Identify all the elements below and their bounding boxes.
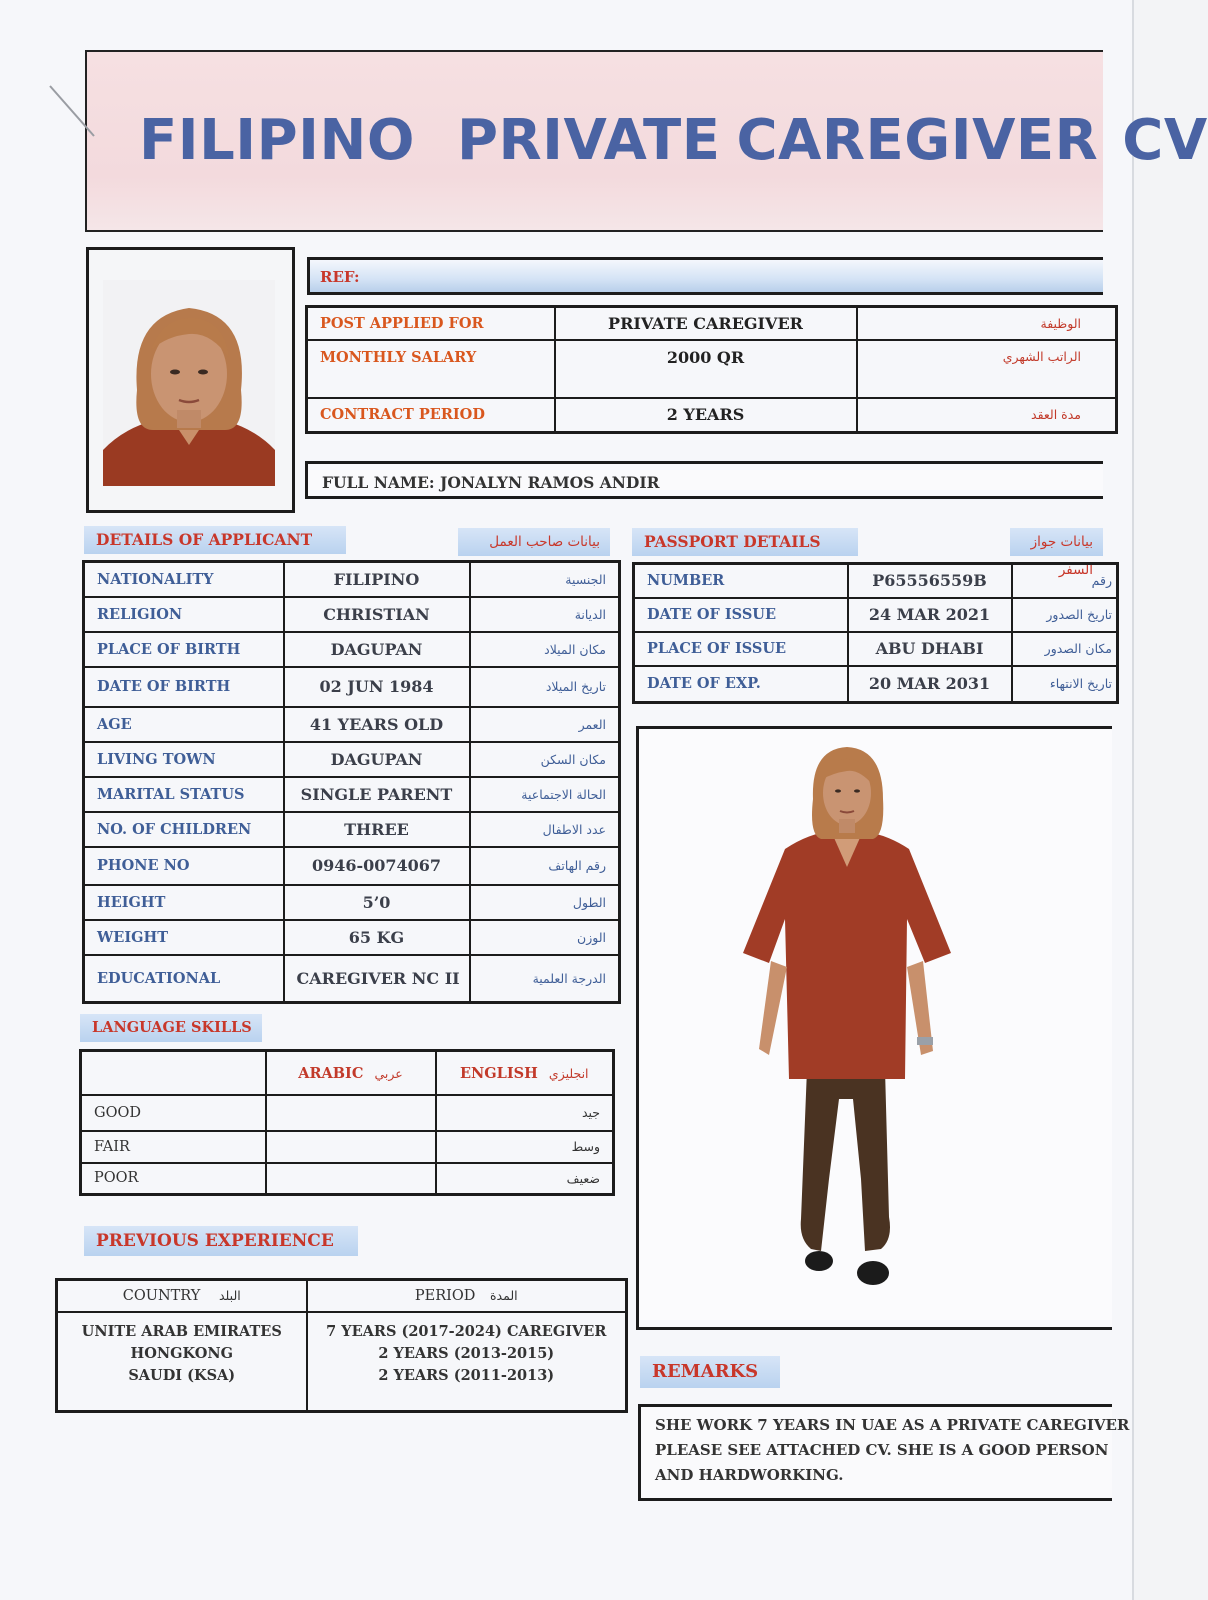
detail-ar: الحالة الاجتماعية	[470, 777, 620, 812]
passport-header-ar: بيانات جواز السفر	[1010, 528, 1103, 556]
country-2: HONGKONG	[130, 1344, 233, 1362]
full-name-bar	[305, 461, 1103, 499]
ref-label: REF:	[320, 268, 360, 286]
passport-label: NUMBER	[634, 564, 848, 598]
details-row	[84, 597, 620, 632]
detail-value: THREE	[284, 812, 470, 847]
full-name: FULL NAME: JONALYN RAMOS ANDIR	[322, 473, 660, 492]
job-row-salary	[307, 340, 1117, 398]
country-column-header	[57, 1280, 307, 1312]
arabic-label-ar: عربي	[374, 1066, 403, 1082]
language-row	[81, 1131, 614, 1163]
salary-value: 2000 QR	[555, 340, 857, 398]
detail-label: NATIONALITY	[84, 562, 284, 597]
details-row	[84, 812, 620, 847]
job-table	[305, 305, 1118, 434]
arabic-cell	[266, 1095, 436, 1131]
details-row	[84, 707, 620, 742]
remarks-line-1: SHE WORK 7 YEARS IN UAE AS A PRIVATE CAREGIVER	[655, 1416, 1130, 1434]
detail-value: 02 JUN 1984	[284, 667, 470, 707]
detail-value: 65 KG	[284, 920, 470, 955]
details-row	[84, 667, 620, 707]
detail-label: HEIGHT	[84, 885, 284, 920]
passport-ar: مكان الصدور	[1012, 632, 1118, 666]
passport-rows	[634, 564, 1118, 703]
language-rows	[81, 1095, 614, 1195]
detail-ar: الديانة	[470, 597, 620, 632]
detail-label: MARITAL STATUS	[84, 777, 284, 812]
details-header: DETAILS OF APPLICANT	[84, 526, 346, 554]
detail-label: PHONE NO	[84, 847, 284, 885]
passport-label: PLACE OF ISSUE	[634, 632, 848, 666]
post-label: POST APPLIED FOR	[307, 307, 555, 340]
passport-ar: تاريخ الصدور	[1012, 598, 1118, 632]
passport-label: DATE OF EXP.	[634, 666, 848, 703]
passport-value: P65556559B	[848, 564, 1012, 598]
passport-ar: تاريخ الانتهاء	[1012, 666, 1118, 703]
contract-ar: مدة العقد	[857, 398, 1117, 433]
experience-periods	[307, 1312, 627, 1412]
period-label-ar: المدة	[489, 1287, 518, 1303]
ref-bar	[307, 257, 1103, 295]
detail-label: PLACE OF BIRTH	[84, 632, 284, 667]
passport-value: 20 MAR 2031	[848, 666, 1012, 703]
passport-row	[634, 666, 1118, 703]
detail-ar: الجنسية	[470, 562, 620, 597]
passport-row	[634, 598, 1118, 632]
details-row	[84, 920, 620, 955]
arabic-label: ARABIC	[298, 1065, 364, 1083]
language-header: LANGUAGE SKILLS	[80, 1014, 262, 1042]
passport-label: DATE OF ISSUE	[634, 598, 848, 632]
language-row	[81, 1163, 614, 1195]
arabic-cell	[266, 1131, 436, 1163]
detail-value: SINGLE PARENT	[284, 777, 470, 812]
title-word-3: CAREGIVER	[736, 108, 1099, 173]
arabic-column-header	[266, 1051, 436, 1095]
detail-value: 5’0	[284, 885, 470, 920]
english-label-ar: انجليزي	[548, 1066, 589, 1082]
country-label: COUNTRY	[122, 1287, 201, 1304]
post-ar: الوظيفة	[857, 307, 1117, 340]
english-label: ENGLISH	[459, 1065, 538, 1083]
language-row	[81, 1095, 614, 1131]
detail-value: CHRISTIAN	[284, 597, 470, 632]
passport-value: 24 MAR 2021	[848, 598, 1012, 632]
passport-ar: رقم	[1012, 564, 1118, 598]
language-level: FAIR	[81, 1131, 266, 1163]
detail-label: AGE	[84, 707, 284, 742]
details-table	[82, 560, 621, 1004]
country-label-ar: البلد	[218, 1287, 241, 1303]
detail-value: 41 YEARS OLD	[284, 707, 470, 742]
details-rows	[84, 562, 620, 1003]
country-3: SAUDI (KSA)	[128, 1366, 236, 1384]
details-row	[84, 847, 620, 885]
language-level-ar: وسط	[436, 1131, 614, 1163]
detail-value: 0946-0074067	[284, 847, 470, 885]
details-row	[84, 562, 620, 597]
passport-row	[634, 632, 1118, 666]
period-label: PERIOD	[414, 1287, 476, 1304]
title-word-1: FILIPINO	[139, 108, 415, 173]
arabic-cell	[266, 1163, 436, 1195]
language-level: GOOD	[81, 1095, 266, 1131]
language-corner-cell	[81, 1051, 266, 1095]
detail-ar: مكان الميلاد	[470, 632, 620, 667]
detail-label: DATE OF BIRTH	[84, 667, 284, 707]
salary-ar: الراتب الشهري	[857, 340, 1117, 398]
detail-label: EDUCATIONAL	[84, 955, 284, 1003]
detail-value: DAGUPAN	[284, 632, 470, 667]
language-table	[79, 1049, 615, 1196]
detail-label: LIVING TOWN	[84, 742, 284, 777]
passport-row	[634, 564, 1118, 598]
detail-ar: الوزن	[470, 920, 620, 955]
portrait-image	[103, 280, 275, 486]
details-header-ar: بيانات صاحب العمل	[458, 528, 610, 556]
experience-header: PREVIOUS EXPERIENCE	[84, 1226, 358, 1256]
detail-ar: العمر	[470, 707, 620, 742]
remarks-box	[638, 1404, 1130, 1501]
title-word-4: CV	[1122, 108, 1208, 173]
experience-row	[57, 1312, 627, 1412]
period-column-header	[307, 1280, 627, 1312]
experience-header-row	[57, 1280, 627, 1312]
salary-label: MONTHLY SALARY	[307, 340, 555, 398]
detail-ar: الطول	[470, 885, 620, 920]
details-row	[84, 742, 620, 777]
experience-countries	[57, 1312, 307, 1412]
language-level-ar: ضعيف	[436, 1163, 614, 1195]
details-row	[84, 955, 620, 1003]
language-level: POOR	[81, 1163, 266, 1195]
details-row	[84, 777, 620, 812]
remarks-line-2: PLEASE SEE ATTACHED CV. SHE IS A GOOD PERSON	[655, 1441, 1109, 1459]
full-body-image	[749, 739, 969, 1299]
passport-value: ABU DHABI	[848, 632, 1012, 666]
detail-label: RELIGION	[84, 597, 284, 632]
passport-table	[632, 562, 1119, 704]
detail-ar: رقم الهاتف	[470, 847, 620, 885]
passport-header: PASSPORT DETAILS	[632, 528, 858, 556]
period-2: 2 YEARS (2013-2015)	[378, 1344, 555, 1362]
detail-ar: تاريخ الميلاد	[470, 667, 620, 707]
details-row	[84, 632, 620, 667]
page-title	[139, 108, 1208, 173]
detail-label: WEIGHT	[84, 920, 284, 955]
detail-ar: الدرجة العلمية	[470, 955, 620, 1003]
detail-label: NO. OF CHILDREN	[84, 812, 284, 847]
detail-value: DAGUPAN	[284, 742, 470, 777]
job-row-post	[307, 307, 1117, 340]
staple-mark	[48, 84, 98, 142]
detail-value: CAREGIVER NC II	[284, 955, 470, 1003]
remarks-header: REMARKS	[640, 1356, 780, 1388]
title-banner	[85, 50, 1208, 232]
country-1: UNITE ARAB EMIRATES	[81, 1322, 282, 1340]
job-row-contract	[307, 398, 1117, 433]
post-value: PRIVATE CAREGIVER	[555, 307, 857, 340]
detail-ar: عدد الاطفال	[470, 812, 620, 847]
period-1: 7 YEARS (2017-2024) CAREGIVER	[326, 1322, 607, 1340]
remarks-line-3: AND HARDWORKING.	[655, 1466, 844, 1484]
full-body-photo	[636, 726, 1112, 1330]
english-column-header	[436, 1051, 614, 1095]
period-3: 2 YEARS (2011-2013)	[378, 1366, 555, 1384]
title-word-2: PRIVATE	[456, 108, 721, 173]
detail-value: FILIPINO	[284, 562, 470, 597]
language-level-ar: جيد	[436, 1095, 614, 1131]
detail-ar: مكان السكن	[470, 742, 620, 777]
contract-value: 2 YEARS	[555, 398, 857, 433]
details-row	[84, 885, 620, 920]
experience-table	[55, 1278, 628, 1413]
contract-label: CONTRACT PERIOD	[307, 398, 555, 433]
language-header-row	[81, 1051, 614, 1095]
profile-photo	[86, 247, 295, 513]
